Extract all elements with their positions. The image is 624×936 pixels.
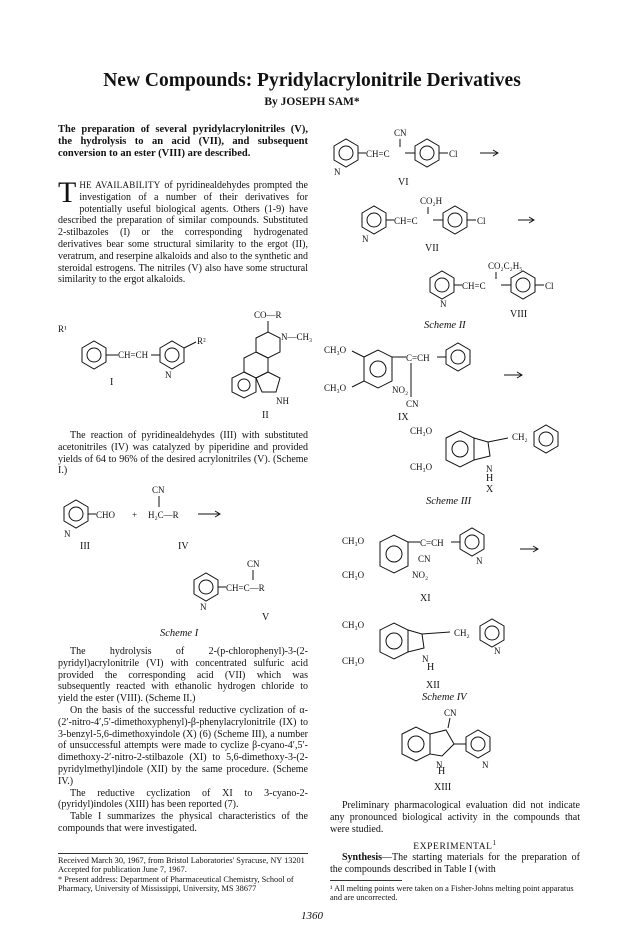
article-title: New Compounds: Pyridylacrylonitrile Derivatives bbox=[103, 70, 521, 91]
svg-text:CO₂C₂H₅: CO₂C₂H₅ bbox=[488, 261, 523, 271]
svg-text:Cl: Cl bbox=[545, 281, 554, 291]
footnote-received: Received March 30, 1967, from Bristol Laboratories' Syracuse, NY 13201 bbox=[58, 856, 305, 865]
label-XIII: XIII bbox=[434, 782, 452, 793]
synthesis-label: Synthesis bbox=[342, 852, 383, 863]
preliminary-paragraph: Preliminary pharmacological evaluation did not indicate any pronounced biological activity in the compounds that were studied. bbox=[330, 800, 580, 835]
svg-text:CN: CN bbox=[394, 128, 407, 138]
svg-text:N: N bbox=[476, 556, 483, 566]
svg-text:Cl: Cl bbox=[477, 216, 486, 226]
scheme-II-caption: Scheme II bbox=[424, 320, 466, 331]
svg-text:N: N bbox=[334, 167, 341, 177]
svg-text:N: N bbox=[362, 234, 369, 244]
paragraphs-3-6 bbox=[58, 646, 308, 835]
label-VIII: VIII bbox=[510, 309, 528, 320]
svg-text:R²: R² bbox=[197, 336, 206, 346]
svg-text:C=CH: C=CH bbox=[420, 538, 444, 548]
structure-VI bbox=[330, 128, 530, 178]
svg-text:N: N bbox=[440, 299, 447, 309]
svg-text:N: N bbox=[422, 654, 429, 664]
page-number: 1360 bbox=[301, 910, 323, 922]
footnotes-left bbox=[58, 856, 308, 894]
label-VI: VI bbox=[398, 177, 409, 188]
structure-VIII bbox=[426, 260, 606, 310]
label-XI: XI bbox=[420, 593, 431, 604]
paragraph-2-text: The reaction of pyridinealdehydes (III) with substituted acetonitriles (IV) was catalyzed by piperidine and provided yields of 64 to 96% of the desired acrylonitriles (V). (Scheme I.) bbox=[58, 430, 308, 477]
label-III: III bbox=[80, 541, 90, 552]
svg-text:N: N bbox=[200, 602, 207, 612]
svg-text:CH=C—R: CH=C—R bbox=[226, 583, 265, 593]
label-II: II bbox=[262, 410, 269, 421]
svg-text:R¹: R¹ bbox=[58, 324, 67, 334]
svg-text:CHO: CHO bbox=[96, 510, 116, 520]
structure-XII bbox=[340, 610, 540, 680]
label-IV: IV bbox=[178, 541, 189, 552]
svg-text:CN: CN bbox=[418, 554, 431, 564]
author-byline: By JOSEPH SAM* bbox=[264, 96, 360, 108]
svg-text:NO₂: NO₂ bbox=[412, 570, 429, 580]
scheme-IV-caption: Scheme IV bbox=[422, 692, 467, 703]
svg-text:CH₃O: CH₃O bbox=[410, 426, 433, 436]
scheme-III-caption: Scheme III bbox=[426, 496, 472, 507]
structure-IX bbox=[322, 335, 552, 415]
svg-text:NH: NH bbox=[276, 396, 289, 406]
drop-cap: T bbox=[58, 176, 77, 209]
footnote-melting: ¹ All melting points were taken on a Fisher-Johns melting point apparatus and are uncorrected. bbox=[330, 884, 574, 903]
label-VII: VII bbox=[425, 243, 439, 254]
intro-paragraph bbox=[58, 176, 308, 286]
experimental-heading: EXPERIMENTAL$^1$ bbox=[413, 839, 497, 853]
structure-VII bbox=[358, 195, 538, 245]
footnote-rule-right bbox=[330, 880, 402, 881]
abstract: The preparation of several pyridylacrylonitriles (V), the hydrolysis to an acid (VII), and subsequent conversion to an ester (VIII) are described. bbox=[58, 124, 308, 159]
svg-text:CN: CN bbox=[152, 485, 165, 495]
svg-text:N: N bbox=[436, 760, 443, 770]
footnote-accepted: Accepted for publication June 7, 1967. bbox=[58, 865, 187, 875]
svg-text:N—CH₃: N—CH₃ bbox=[281, 332, 313, 342]
footnote-rule-left bbox=[58, 853, 308, 854]
svg-text:CO₂H: CO₂H bbox=[420, 196, 443, 206]
right-paragraph bbox=[330, 800, 580, 835]
svg-text:CH₂: CH₂ bbox=[454, 628, 470, 638]
paragraph-5: The reductive cyclization of XI to 3-cyano-2-(pyridyl)indoles (XIII) has been reported (7). bbox=[58, 787, 308, 811]
svg-text:CH=C: CH=C bbox=[462, 281, 486, 291]
intro-text: of pyridinealdehydes prompted the investigation of a number of their derivatives for potentially useful biological agents. Others (1-9) have described the preparation of similar compounds. Substituted 2-stilbazoles (I) or the corresponding hydrogenated derivatives bear some structural similarity to the ergot (II), veratrum, and reserpine alkaloids and also to the synthetic and steroidal estrogens. The nitriles (V) also have some structural similarity to the ergot alkaloids. bbox=[58, 180, 308, 286]
intro-smallcaps: HE AVAILABILITY bbox=[79, 180, 161, 190]
svg-text:H₂C—R: H₂C—R bbox=[148, 510, 179, 520]
label-V: V bbox=[262, 612, 270, 623]
svg-text:CN: CN bbox=[406, 399, 419, 409]
paragraph-6: Table I summarizes the physical characteristics of the compounds that were investigated. bbox=[58, 811, 308, 834]
label-XIII-H: H bbox=[438, 766, 446, 777]
paragraph-3: The hydrolysis of 2-(p-chlorophenyl)-3-(2-pyridyl)acrylonitrile (VI) with concentrated sulfuric acid provided the corresponding acid (VII) which was subsequently reacted with ethanolic hydrogen chloride to yield the ester (VIII). (Scheme II.) bbox=[58, 646, 308, 705]
label-X: X bbox=[486, 484, 494, 495]
structure-I bbox=[58, 320, 238, 390]
svg-text:CH₃O: CH₃O bbox=[342, 620, 365, 630]
svg-text:CN: CN bbox=[247, 559, 260, 569]
svg-text:CH₃O: CH₃O bbox=[410, 462, 433, 472]
label-XII: XII bbox=[426, 680, 440, 691]
svg-text:N: N bbox=[494, 646, 501, 656]
label-IX: IX bbox=[398, 412, 409, 423]
svg-text:CH₃O: CH₃O bbox=[342, 656, 365, 666]
structure-II bbox=[232, 308, 322, 408]
paragraph-4: On the basis of the successful reductive cyclization of α-(2′-nitro-4′,5′-dimethoxyphenyl)-β-phenylacrylonitrile (IX) to 3-benzyl-5,6-dimethoxyindole (X) (6) (Scheme III), a number of unsuccessful attempts were made to cyclize β-cyano-4′,5′-dimethoxy-2′-nitro-2-stilbazole (XI) to 5,6-dimethoxy-3-(2-pyridylmethyl)indole (XII) by the same procedure. (Scheme IV.) bbox=[58, 704, 308, 787]
synthesis-text: —The starting materials for the preparation of the compounds described in Table I (with bbox=[330, 852, 580, 875]
structure-XI bbox=[340, 516, 570, 596]
svg-text:N: N bbox=[482, 760, 489, 770]
paragraph-2 bbox=[58, 430, 308, 477]
svg-text:CH₃O: CH₃O bbox=[342, 536, 365, 546]
svg-text:CH₃O: CH₃O bbox=[324, 383, 347, 393]
svg-text:CH₃O: CH₃O bbox=[342, 570, 365, 580]
svg-text:CH=C: CH=C bbox=[394, 216, 418, 226]
synthesis-paragraph bbox=[330, 852, 580, 876]
svg-text:N: N bbox=[64, 529, 71, 539]
structure-V bbox=[190, 558, 310, 613]
structure-X bbox=[408, 420, 578, 480]
svg-text:CN: CN bbox=[444, 708, 457, 718]
structure-XIII bbox=[400, 706, 530, 776]
svg-text:CH=CH: CH=CH bbox=[118, 350, 149, 360]
svg-text:+: + bbox=[132, 510, 138, 520]
label-XII-H: H bbox=[427, 662, 435, 673]
scheme-I-caption: Scheme I bbox=[160, 628, 199, 639]
svg-text:NO₂: NO₂ bbox=[392, 385, 409, 395]
svg-text:CO—R: CO—R bbox=[254, 310, 282, 320]
label-X-H: H bbox=[486, 473, 494, 484]
svg-text:C=CH: C=CH bbox=[406, 353, 430, 363]
footnote-present-address: * Present address: Department of Pharmaceutical Chemistry, School of Pharmacy, University of Mississippi, University, MS 38677 bbox=[58, 874, 294, 894]
svg-text:N: N bbox=[486, 464, 493, 474]
svg-text:CH₂: CH₂ bbox=[512, 432, 528, 442]
svg-text:N: N bbox=[165, 370, 172, 380]
svg-text:Cl: Cl bbox=[449, 149, 458, 159]
svg-text:CH=C: CH=C bbox=[366, 149, 390, 159]
label-I: I bbox=[110, 377, 114, 388]
svg-text:CH₃O: CH₃O bbox=[324, 345, 347, 355]
